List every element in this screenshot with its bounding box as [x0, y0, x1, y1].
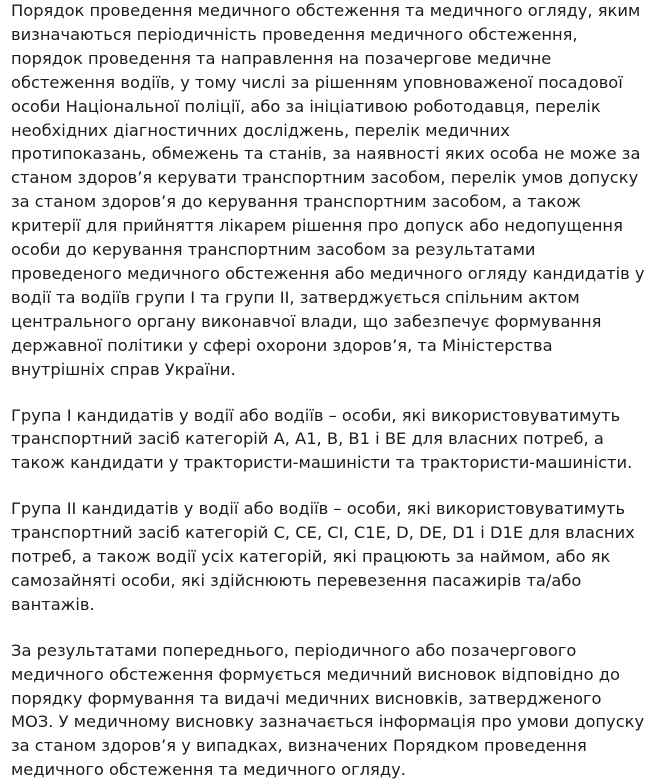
paragraph-medical-conclusion: За результатами попереднього, періодичного або позачергового медичного обстеження формується медичний висновок відповідно до порядку формування та видачі медичних висновків, затвердженого МОЗ. У медичному висновку зазначається інформація про умови допуску за станом здоров’я у випадках, визначених Порядком проведення медичного обстеження та медичного огляду. [11, 640, 645, 780]
paragraph-group-1: Група I кандидатів у водії або водіїв – особи, які використовуватимуть транспортний засіб категорій A, A1, B, B1 і BE для власних потреб, а також кандидати у трактористи-машиністи та трактористи-машиністи. [11, 405, 633, 473]
paragraph-procedure: Порядок проведення медичного обстеження та медичного огляду, яким визначаються періодичність проведення медичного обстеження, порядок проведення та направлення на позачергове медичне обстеження водіїв, у тому числі за рішенням уповноваженої посадової особи Національної поліції, або за ініціативою роботодавця, перелік необхідних діагностичних досліджень, перелік медичних протипоказань, обмежень та станів, за наявності яких особа не може за станом здоров’я керувати транспортним засобом, перелік умов допуску за станом здоров’я до керування транспортним засобом, а також критерії для прийняття лікарем рішення про допуск або недопущення особи до керування транспортним засобом за результатами проведеного медичного обстеження або медичного огляду кандидатів у водії та водіїв групи I та групи II, затверджується спільним актом центрального органу виконавчої влади, що забезпечує формування державної політики у сфері охорони здоров’я, та Міністерства внутрішніх справ України. [11, 1, 645, 379]
paragraph-group-2: Група II кандидатів у водії або водіїв – особи, які використовуватимуть транспортний засіб категорій C, CE, CI, C1E, D, DE, D1 і D1E для власних потреб, а також водії усіх категорій, які працюють за наймом, або як самозайняті особи, які здійснюють перевезення пасажирів та/або вантажів. [11, 499, 635, 614]
